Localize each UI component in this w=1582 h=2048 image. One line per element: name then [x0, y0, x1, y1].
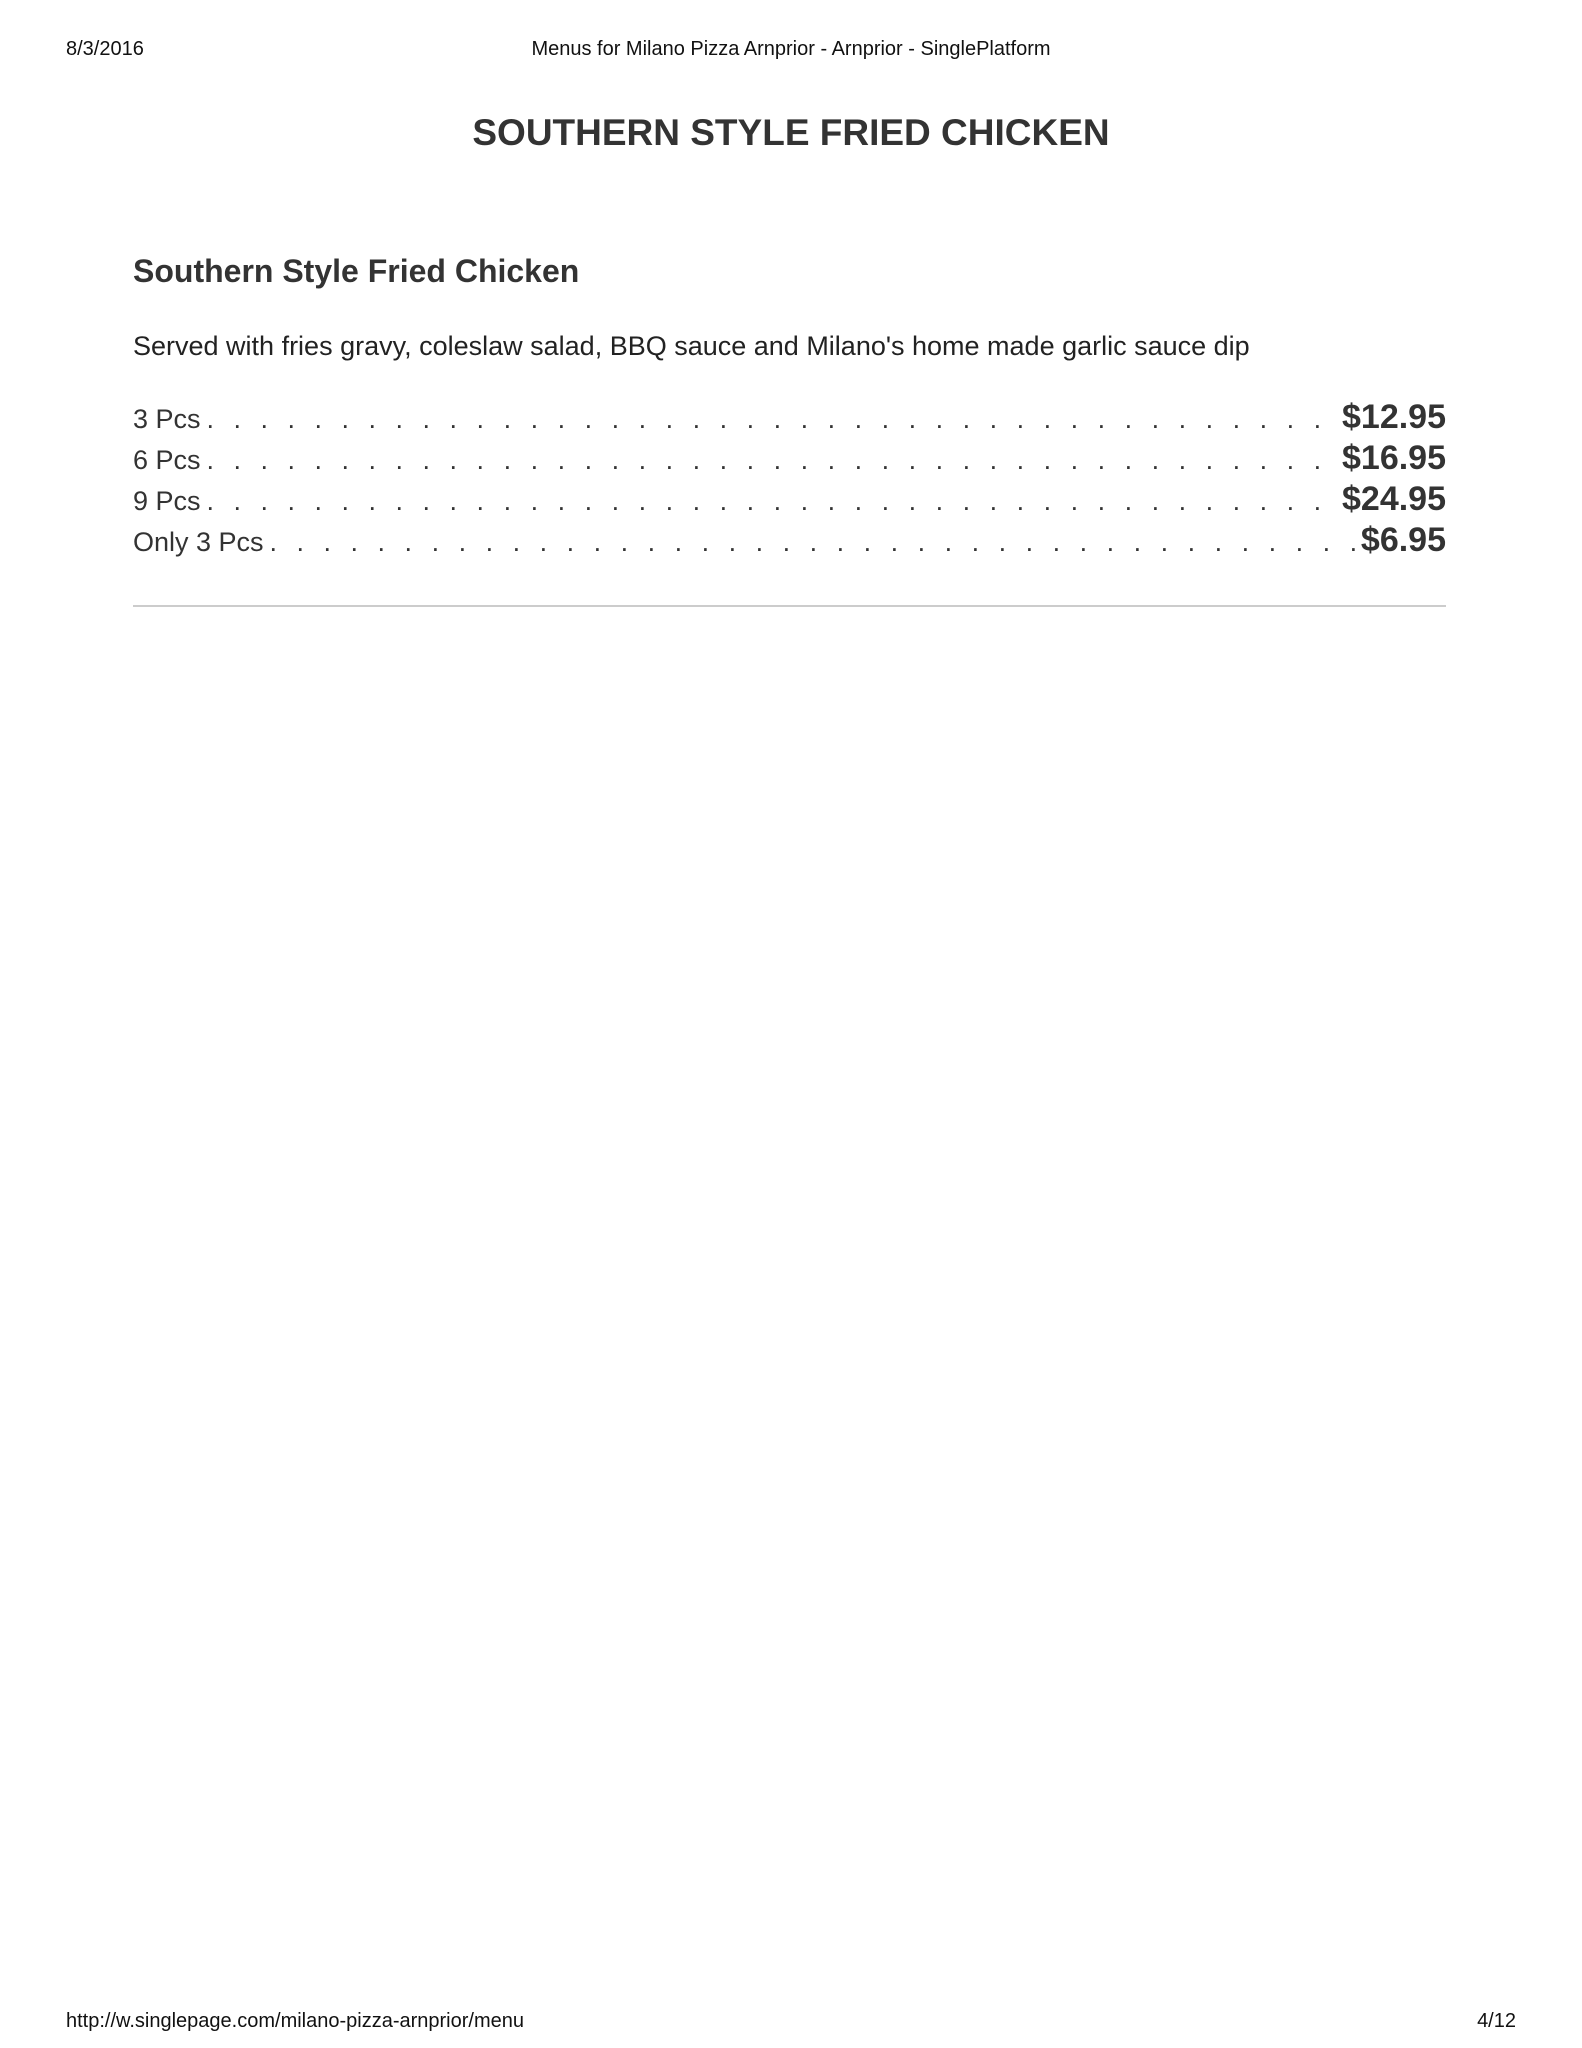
price-option-label: 6 Pcs	[133, 444, 201, 475]
menu-item-description: Served with fries gravy, coleslaw salad, BBQ sauce and Milano's home made garlic sauce dip	[133, 331, 1250, 362]
price-row	[133, 438, 1446, 479]
price-option-label: 9 Pcs	[133, 485, 201, 516]
print-header	[66, 38, 1516, 66]
dot-leader	[270, 522, 1359, 563]
price-row	[133, 397, 1446, 438]
print-footer	[66, 2010, 1516, 2038]
dot-leader	[207, 481, 1340, 522]
dot-leader	[207, 399, 1340, 440]
price-value: $12.95	[1342, 397, 1446, 436]
menu-item-section	[133, 252, 1446, 615]
price-row	[133, 520, 1446, 561]
price-row	[133, 479, 1446, 520]
section-divider	[133, 605, 1446, 607]
print-url: http://w.singlepage.com/milano-pizza-arnprior/menu	[66, 2010, 524, 2032]
price-list	[133, 397, 1446, 561]
price-value: $6.95	[1360, 520, 1446, 559]
price-value: $16.95	[1342, 438, 1446, 477]
price-value: $24.95	[1342, 479, 1446, 518]
print-date: 8/3/2016	[66, 38, 144, 60]
price-option-label: 3 Pcs	[133, 403, 201, 434]
menu-item-name: Southern Style Fried Chicken	[133, 253, 580, 289]
price-option-label: Only 3 Pcs	[133, 526, 264, 557]
print-page-title: Menus for Milano Pizza Arnprior - Arnprior - SinglePlatform	[531, 38, 1051, 60]
dot-leader	[207, 440, 1340, 481]
menu-section-title: SOUTHERN STYLE FRIED CHICKEN	[472, 112, 1110, 153]
page-number: 4/12	[1477, 2010, 1516, 2032]
